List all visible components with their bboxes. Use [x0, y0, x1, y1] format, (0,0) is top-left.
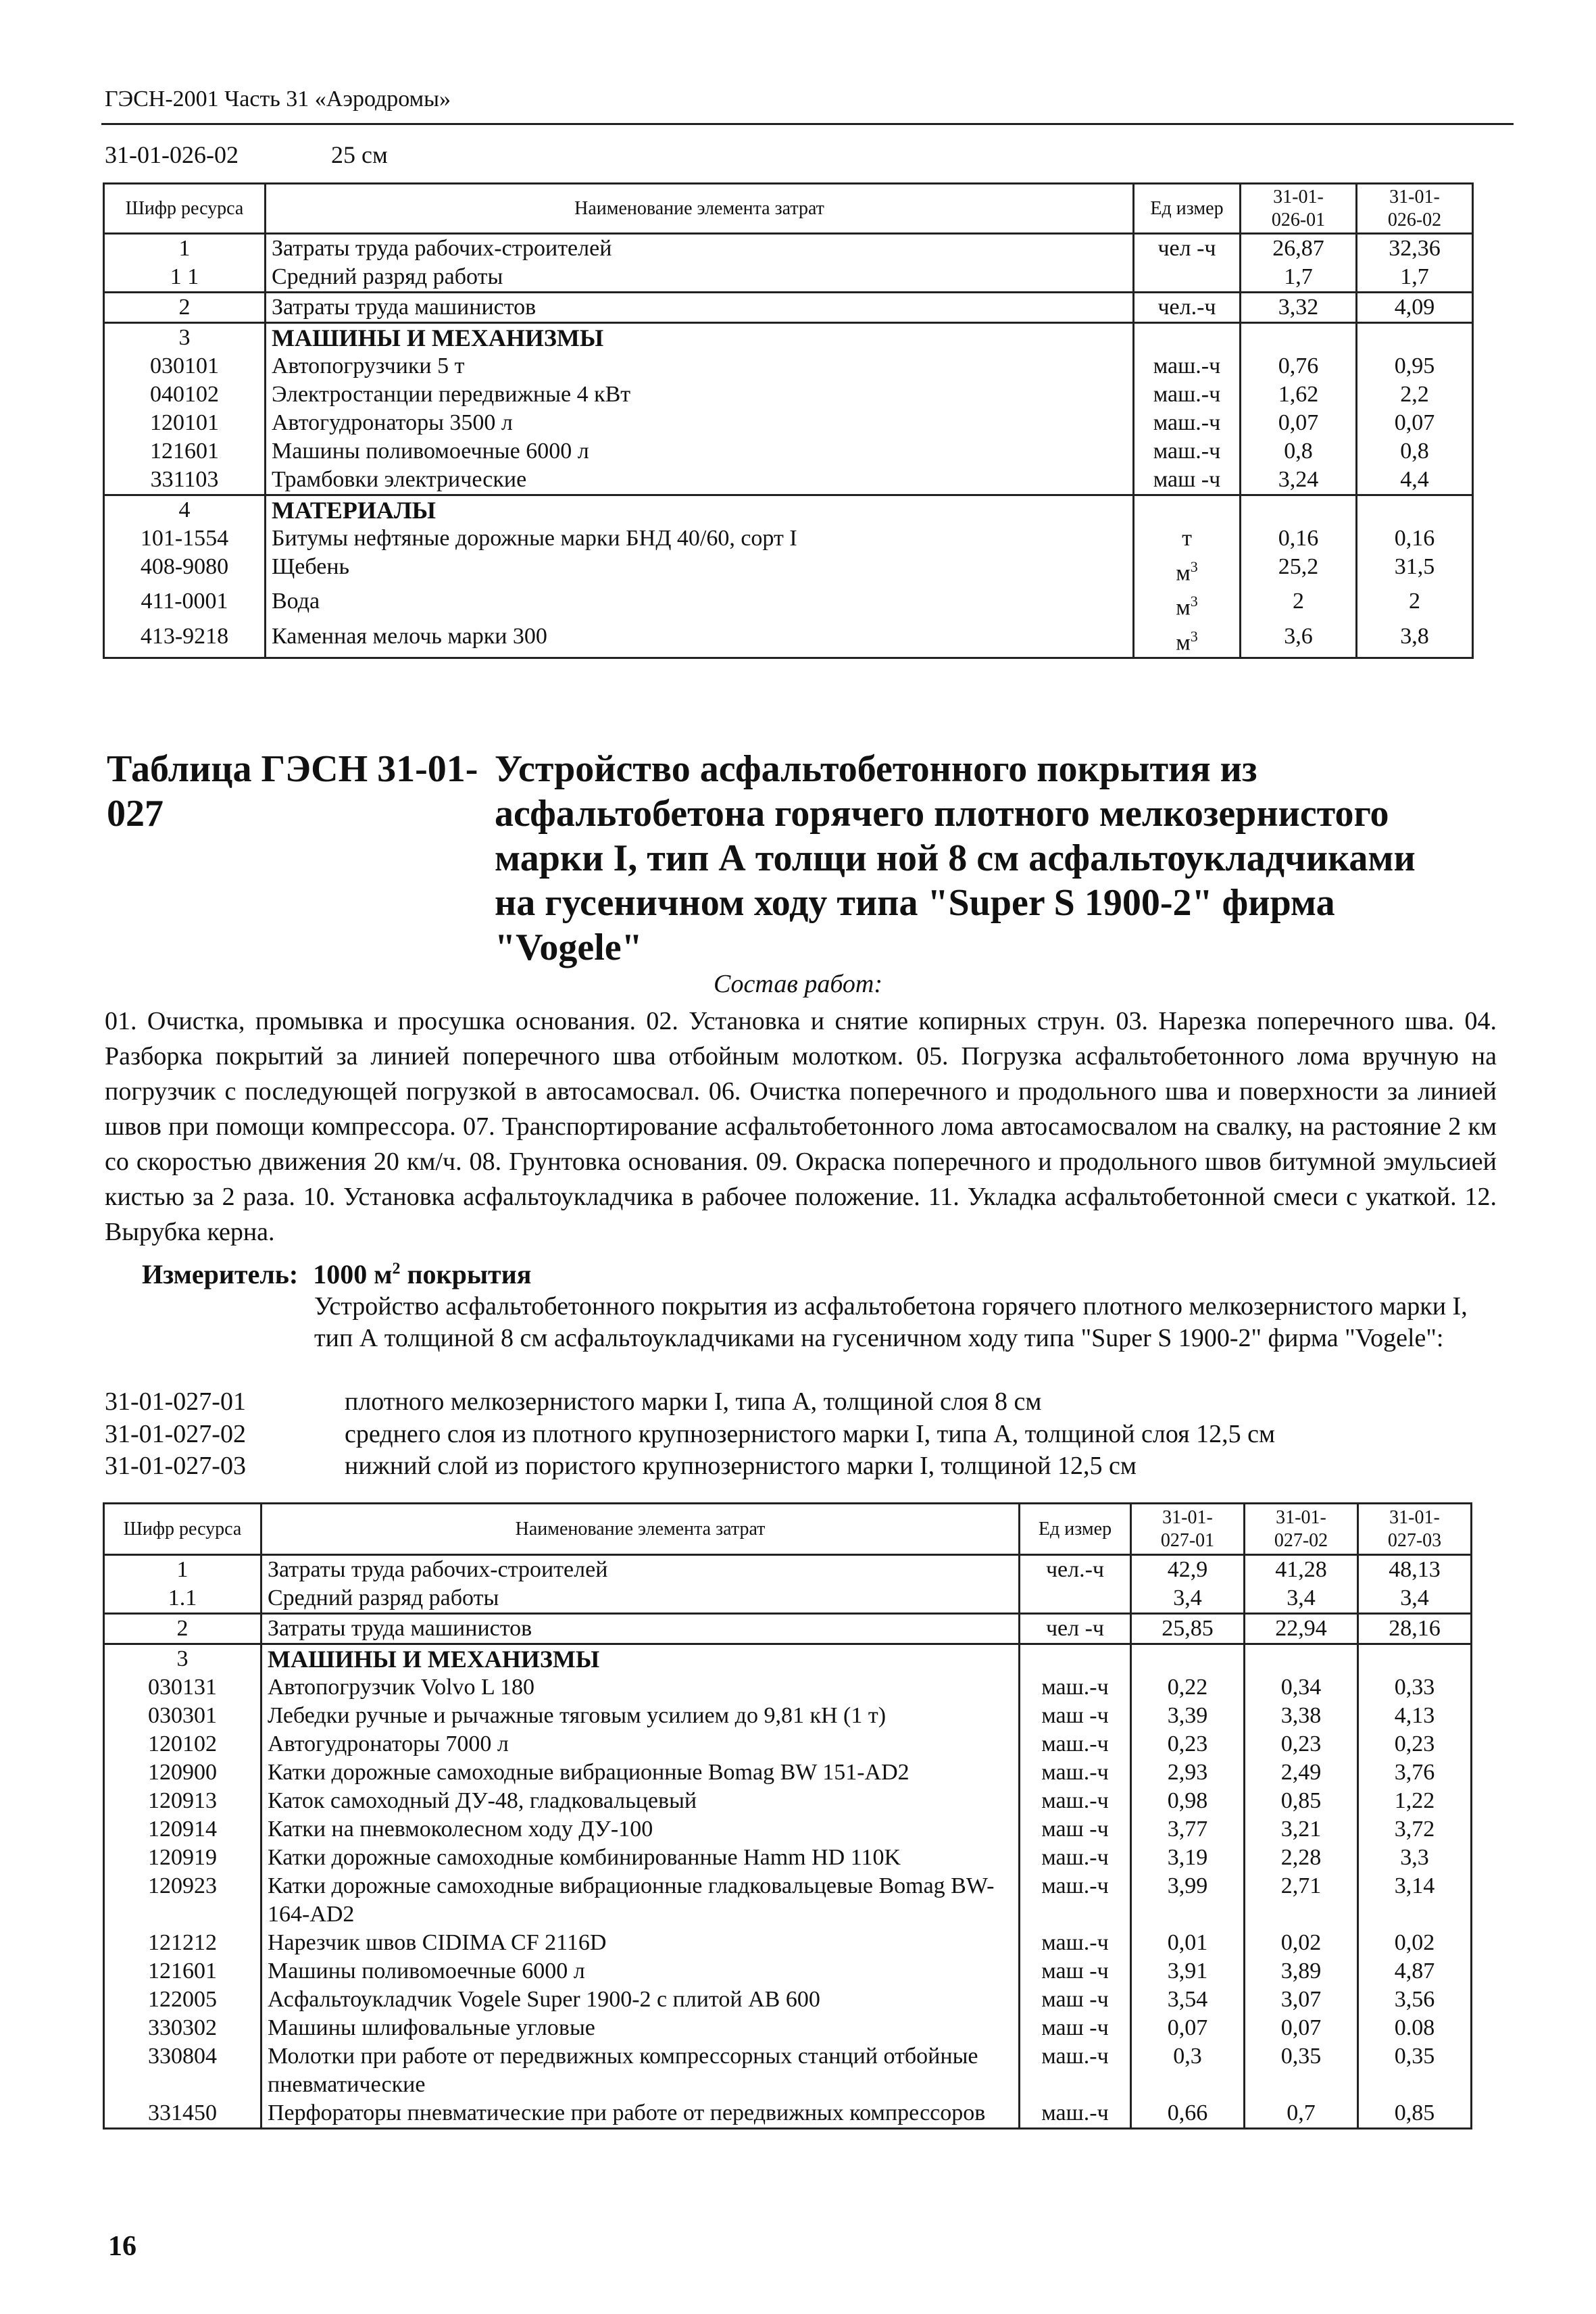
row-value: 3,21	[1245, 1815, 1358, 1844]
table-row	[104, 352, 1473, 380]
row-code: 4	[104, 495, 266, 525]
table-row	[104, 1555, 1472, 1585]
row-value: 0,02	[1358, 1929, 1472, 1957]
row-value: 0,07	[1357, 409, 1473, 437]
row-unit: маш -ч	[1020, 1702, 1131, 1730]
meter-line	[142, 1258, 531, 1290]
row-name: Щебень	[266, 553, 1134, 587]
table-row	[104, 2099, 1472, 2129]
row-code: 120900	[104, 1758, 261, 1787]
row-name: Катки на пневмоколесном ходу ДУ-100	[261, 1815, 1020, 1844]
row-value: 0,98	[1131, 1787, 1245, 1815]
row-unit: маш.-ч	[1020, 2099, 1131, 2129]
row-value: 1,62	[1241, 380, 1357, 409]
row-value: 1,22	[1358, 1787, 1472, 1815]
row-name: Молотки при работе от передвижных компрессорных станций отбойные пневматические	[261, 2042, 1020, 2099]
row-name: Машины поливомоечные 6000 л	[266, 437, 1134, 466]
table-row	[104, 1929, 1472, 1957]
code-id: 31-01-027-01	[105, 1387, 246, 1416]
code-line	[105, 1419, 1276, 1449]
table-row	[104, 1584, 1472, 1614]
row-value: 42,9	[1131, 1555, 1245, 1585]
header-col-027-01: 31-01- 027-01	[1131, 1504, 1245, 1555]
table-row	[104, 1673, 1472, 1702]
row-value: 0,85	[1358, 2099, 1472, 2129]
row-value: 4,09	[1357, 293, 1473, 323]
row-unit: маш -ч	[1020, 1815, 1131, 1844]
row-name: Автопогрузчик Volvo L 180	[261, 1673, 1020, 1702]
row-value: 2,71	[1245, 1872, 1358, 1929]
row-value: 31,5	[1357, 553, 1473, 587]
row-value: 0,07	[1241, 409, 1357, 437]
row-name: Перфораторы пневматические при работе от передвижных компрессоров	[261, 2099, 1020, 2129]
row-unit: маш -ч	[1020, 1957, 1131, 1986]
row-code: 120101	[104, 409, 266, 437]
row-unit: чел.-ч	[1134, 293, 1241, 323]
meter-suffix: покрытия	[407, 1259, 532, 1289]
page-number: 16	[108, 2231, 136, 2262]
row-value: 4,4	[1357, 466, 1473, 495]
row-value: 0,16	[1241, 524, 1357, 553]
row-value: 3,07	[1245, 1986, 1358, 2014]
table-title	[107, 747, 1485, 970]
row-value: 0,35	[1358, 2042, 1472, 2099]
header-unit: Ед измер	[1020, 1504, 1131, 1555]
row-value: 0,95	[1357, 352, 1473, 380]
section-code: 31-01-026-02	[105, 141, 239, 168]
row-code: 120913	[104, 1787, 261, 1815]
header-col-026-01: 31-01- 026-01	[1241, 184, 1357, 234]
row-name: Катки дорожные самоходные вибрационные Bomag BW 151-AD2	[261, 1758, 1020, 1787]
row-value: 3,4	[1131, 1584, 1245, 1614]
row-name: Средний разряд работы	[261, 1584, 1020, 1614]
row-name: Асфальтоукладчик Vogele Super 1900-2 с плитой АВ 600	[261, 1986, 1020, 2014]
table-row	[104, 234, 1473, 264]
row-unit: чел -ч	[1134, 234, 1241, 264]
row-value: 0,8	[1241, 437, 1357, 466]
meter-label: Измеритель:	[142, 1259, 299, 1289]
row-value: 0,7	[1245, 2099, 1358, 2129]
row-value: 0,22	[1131, 1673, 1245, 1702]
table-row	[104, 409, 1473, 437]
table-row	[104, 1787, 1472, 1815]
table-title-text: Устройство асфальтобетонного покрытия из асфальтобетона горячего плотного мелкозернистого марки I, тип А толщи ной 8 см асфальтоукладчиками на гусеничном ходу типа "Super S 1900-2" фирма "Vogele"	[495, 748, 1416, 968]
header-unit: Ед измер	[1134, 184, 1241, 234]
row-unit: чел.-ч	[1020, 1555, 1131, 1585]
row-name: Битумы нефтяные дорожные марки БНД 40/60, сорт I	[266, 524, 1134, 553]
row-value: 0,34	[1245, 1673, 1358, 1702]
table-row	[104, 1957, 1472, 1986]
row-code: 040102	[104, 380, 266, 409]
row-name: Автогудронаторы 3500 л	[266, 409, 1134, 437]
row-code: 030131	[104, 1673, 261, 1702]
row-code: 1	[104, 234, 266, 264]
table-row	[104, 1730, 1472, 1758]
row-value: 3,72	[1358, 1815, 1472, 1844]
row-unit: чел -ч	[1020, 1614, 1131, 1644]
row-unit: маш.-ч	[1020, 1673, 1131, 1702]
row-unit: маш.-ч	[1020, 1758, 1131, 1787]
code-id: 31-01-027-02	[105, 1420, 246, 1448]
row-value: 2,49	[1245, 1758, 1358, 1787]
row-unit: $м^3$	[1134, 622, 1241, 658]
row-code: 331103	[104, 466, 266, 495]
row-value: 3,56	[1358, 1986, 1472, 2014]
row-code: 030101	[104, 352, 266, 380]
row-name: Машины шлифовальные угловые	[261, 2014, 1020, 2042]
row-unit	[1134, 263, 1241, 293]
row-name: Затраты труда рабочих-строителей	[266, 234, 1134, 264]
row-name: Вода	[266, 587, 1134, 622]
meter-value: 1000 м	[313, 1259, 393, 1289]
row-value: 48,13	[1358, 1555, 1472, 1585]
row-code: 120919	[104, 1844, 261, 1872]
row-value: 2,93	[1131, 1758, 1245, 1787]
row-value: 0,01	[1131, 1929, 1245, 1957]
row-value: 0,07	[1131, 2014, 1245, 2042]
header-col-027-03: 31-01- 027-03	[1358, 1504, 1472, 1555]
row-value: 32,36	[1357, 234, 1473, 264]
row-value: 4,87	[1358, 1957, 1472, 1986]
row-name: Катки дорожные самоходные вибрационные гладковальцевые Bomag BW-164-AD2	[261, 1872, 1020, 1929]
row-code: 121601	[104, 437, 266, 466]
row-code: 3	[104, 323, 266, 353]
row-value: 3,4	[1245, 1584, 1358, 1614]
table-row	[104, 622, 1473, 658]
header-code: Шифр ресурса	[104, 184, 266, 234]
table-row	[104, 263, 1473, 293]
row-name: Автопогрузчики 5 т	[266, 352, 1134, 380]
row-value: 3,77	[1131, 1815, 1245, 1844]
row-value: 2,28	[1245, 1844, 1358, 1872]
row-name: Катки дорожные самоходные комбинированные Hamm HD 110K	[261, 1844, 1020, 1872]
row-name: Нарезчик швов CIDIMA CF 2116D	[261, 1929, 1020, 1957]
code-id: 31-01-027-03	[105, 1452, 246, 1480]
row-value: 0,33	[1358, 1673, 1472, 1702]
section-heading: МАТЕРИАЛЫ	[266, 495, 1134, 525]
row-value: 0.08	[1358, 2014, 1472, 2042]
row-value: 0,23	[1358, 1730, 1472, 1758]
table-row	[104, 2042, 1472, 2099]
row-unit: маш.-ч	[1020, 1787, 1131, 1815]
row-value: 0,85	[1245, 1787, 1358, 1815]
row-code: 1	[104, 1555, 261, 1585]
table-row	[104, 380, 1473, 409]
table-row	[104, 1844, 1472, 1872]
row-unit: маш.-ч	[1020, 1872, 1131, 1929]
row-value: 3,99	[1131, 1872, 1245, 1929]
row-name: Электростанции передвижные 4 кВт	[266, 380, 1134, 409]
row-code: 413-9218	[104, 622, 266, 658]
table-row	[104, 466, 1473, 495]
table-row	[104, 1702, 1472, 1730]
works-heading: Состав работ:	[713, 970, 883, 998]
row-value: 3,19	[1131, 1844, 1245, 1872]
row-unit: $м^3$	[1134, 587, 1241, 622]
row-value: 3,38	[1245, 1702, 1358, 1730]
row-unit	[1020, 1584, 1131, 1614]
table-row	[104, 553, 1473, 587]
row-value: 3,3	[1358, 1844, 1472, 1872]
section-heading: МАШИНЫ И МЕХАНИЗМЫ	[261, 1644, 1020, 1674]
table-row	[104, 437, 1473, 466]
row-unit: маш.-ч	[1134, 352, 1241, 380]
row-name: Лебедки ручные и рычажные тяговым усилием до 9,81 кН (1 т)	[261, 1702, 1020, 1730]
table-row	[104, 293, 1473, 323]
row-unit: маш -ч	[1020, 1986, 1131, 2014]
table-row	[104, 323, 1473, 353]
row-value: 3,4	[1358, 1584, 1472, 1614]
row-code: 331450	[104, 2099, 261, 2129]
row-name: Каток самоходный ДУ-48, гладковальцевый	[261, 1787, 1020, 1815]
header-name: Наименование элемента затрат	[266, 184, 1134, 234]
row-value: 3,76	[1358, 1758, 1472, 1787]
row-code: 411-0001	[104, 587, 266, 622]
table-row	[104, 1986, 1472, 2014]
row-unit: маш.-ч	[1134, 409, 1241, 437]
row-unit: $м^3$	[1134, 553, 1241, 587]
row-code: 101-1554	[104, 524, 266, 553]
row-value: 0,76	[1241, 352, 1357, 380]
table-row	[104, 1872, 1472, 1929]
row-code: 330804	[104, 2042, 261, 2099]
table-row	[104, 524, 1473, 553]
row-value: 3,8	[1357, 622, 1473, 658]
meter-sup: 2	[392, 1260, 401, 1278]
header-col-027-02: 31-01- 027-02	[1245, 1504, 1358, 1555]
row-unit: маш.-ч	[1020, 2042, 1131, 2099]
row-value: 4,13	[1358, 1702, 1472, 1730]
row-value: 2,2	[1357, 380, 1473, 409]
row-value: 26,87	[1241, 234, 1357, 264]
code-line	[105, 1451, 1137, 1481]
row-value: 3,24	[1241, 466, 1357, 495]
resource-table-027	[103, 1502, 1472, 2130]
running-title: ГЭСН-2001 Часть 31 «Аэродромы»	[105, 87, 451, 112]
row-name: Машины поливомоечные 6000 л	[261, 1957, 1020, 1986]
table-row	[104, 1758, 1472, 1787]
section-unit: 25 см	[331, 141, 388, 168]
row-code: 2	[104, 1614, 261, 1644]
row-code: 2	[104, 293, 266, 323]
row-unit: маш.-ч	[1020, 1730, 1131, 1758]
row-name: Затраты труда рабочих-строителей	[261, 1555, 1020, 1585]
row-name: Каменная мелочь марки 300	[266, 622, 1134, 658]
table-title-label: Таблица ГЭСН 31-01-027	[107, 748, 478, 835]
row-value: 3,54	[1131, 1986, 1245, 2014]
row-value: 3,91	[1131, 1957, 1245, 1986]
table-row	[104, 1644, 1472, 1674]
row-unit: маш.-ч	[1134, 437, 1241, 466]
row-code: 030301	[104, 1702, 261, 1730]
row-unit: маш.-ч	[1134, 380, 1241, 409]
row-value: 0,07	[1245, 2014, 1358, 2042]
header-code: Шифр ресурса	[104, 1504, 261, 1555]
row-code: 330302	[104, 2014, 261, 2042]
row-value: 0,23	[1245, 1730, 1358, 1758]
row-code: 3	[104, 1644, 261, 1674]
row-code: 120102	[104, 1730, 261, 1758]
row-code: 408-9080	[104, 553, 266, 587]
row-name: Затраты труда машинистов	[266, 293, 1134, 323]
header-rule	[101, 123, 1514, 125]
row-code: 121212	[104, 1929, 261, 1957]
row-value: 3,89	[1245, 1957, 1358, 1986]
row-value: 0,66	[1131, 2099, 1245, 2129]
row-code: 120923	[104, 1872, 261, 1929]
row-code: 120914	[104, 1815, 261, 1844]
header-col-026-02: 31-01- 026-02	[1357, 184, 1473, 234]
row-value: 2	[1357, 587, 1473, 622]
row-value: 25,2	[1241, 553, 1357, 587]
row-unit: маш.-ч	[1020, 1844, 1131, 1872]
row-code: 122005	[104, 1986, 261, 2014]
row-value: 0,35	[1245, 2042, 1358, 2099]
row-code: 1.1	[104, 1584, 261, 1614]
row-code: 1 1	[104, 263, 266, 293]
row-value: 0,8	[1357, 437, 1473, 466]
works-text: 01. Очистка, промывка и просушка основания. 02. Установка и снятие копирных струн. 03. Нарезка поперечного шва. 04. Разборка покрытий за линией поперечного шва отбойным молотком. 05. Погрузка асфальтобетонного лома вручную на погрузчик с последующей погрузкой в автосамосвал. 06. Очистка поперечного и продольного шва и поверхности за линией швов при помощи компрессора. 07. Транспортирование асфальтобетонного лома автосамосвалом на свалку, на растояние 2 км со скоростью движения 20 км/ч. 08. Грунтовка основания. 09. Окраска поперечного и продольного швов битумной эмульсией кистью за 2 раза. 10. Установка асфальтоукладчика в рабочее положение. 11. Укладка асфальтобетонной смеси с укаткой. 12. Вырубка керна.	[105, 1007, 1497, 1246]
meter-description: Устройство асфальтобетонного покрытия из асфальтобетона горячего плотного мелкозернистого марки I, тип А толщиной 8 см асфальтоукладчиками на гусеничном ходу типа "Super S 1900-2" фирма "Vogele":	[314, 1292, 1468, 1352]
row-value: 3,14	[1358, 1872, 1472, 1929]
row-value: 0,02	[1245, 1929, 1358, 1957]
header-name: Наименование элемента затрат	[261, 1504, 1020, 1555]
code-desc: нижний слой из пористого крупнозернистого марки I, толщиной 12,5 см	[345, 1452, 1137, 1480]
row-name: Трамбовки электрические	[266, 466, 1134, 495]
row-value: 0,23	[1131, 1730, 1245, 1758]
table-row	[104, 587, 1473, 622]
row-name: Средний разряд работы	[266, 263, 1134, 293]
code-line	[105, 1387, 1042, 1417]
row-value: 0,3	[1131, 2042, 1245, 2099]
row-value: 3,32	[1241, 293, 1357, 323]
table-row	[104, 495, 1473, 525]
code-desc: плотного мелкозернистого марки I, типа А, толщиной слоя 8 см	[345, 1387, 1042, 1416]
row-code: 121601	[104, 1957, 261, 1986]
row-value: 3,6	[1241, 622, 1357, 658]
row-value: 1,7	[1357, 263, 1473, 293]
row-value: 2	[1241, 587, 1357, 622]
table-row	[104, 2014, 1472, 2042]
row-unit: маш -ч	[1020, 2014, 1131, 2042]
row-value: 41,28	[1245, 1555, 1358, 1585]
table-row	[104, 1614, 1472, 1644]
row-unit: маш -ч	[1134, 466, 1241, 495]
code-desc: среднего слоя из плотного крупнозернистого марки I, типа А, толщиной слоя 12,5 см	[345, 1420, 1276, 1448]
row-value: 28,16	[1358, 1614, 1472, 1644]
section-heading: МАШИНЫ И МЕХАНИЗМЫ	[266, 323, 1134, 353]
row-value: 25,85	[1131, 1614, 1245, 1644]
row-unit: т	[1134, 524, 1241, 553]
resource-table-026	[103, 182, 1474, 659]
row-value: 22,94	[1245, 1614, 1358, 1644]
row-value: 0,16	[1357, 524, 1473, 553]
row-value: 3,39	[1131, 1702, 1245, 1730]
row-name: Затраты труда машинистов	[261, 1614, 1020, 1644]
table-row	[104, 1815, 1472, 1844]
row-name: Автогудронаторы 7000 л	[261, 1730, 1020, 1758]
row-unit: маш.-ч	[1020, 1929, 1131, 1957]
row-value: 1,7	[1241, 263, 1357, 293]
